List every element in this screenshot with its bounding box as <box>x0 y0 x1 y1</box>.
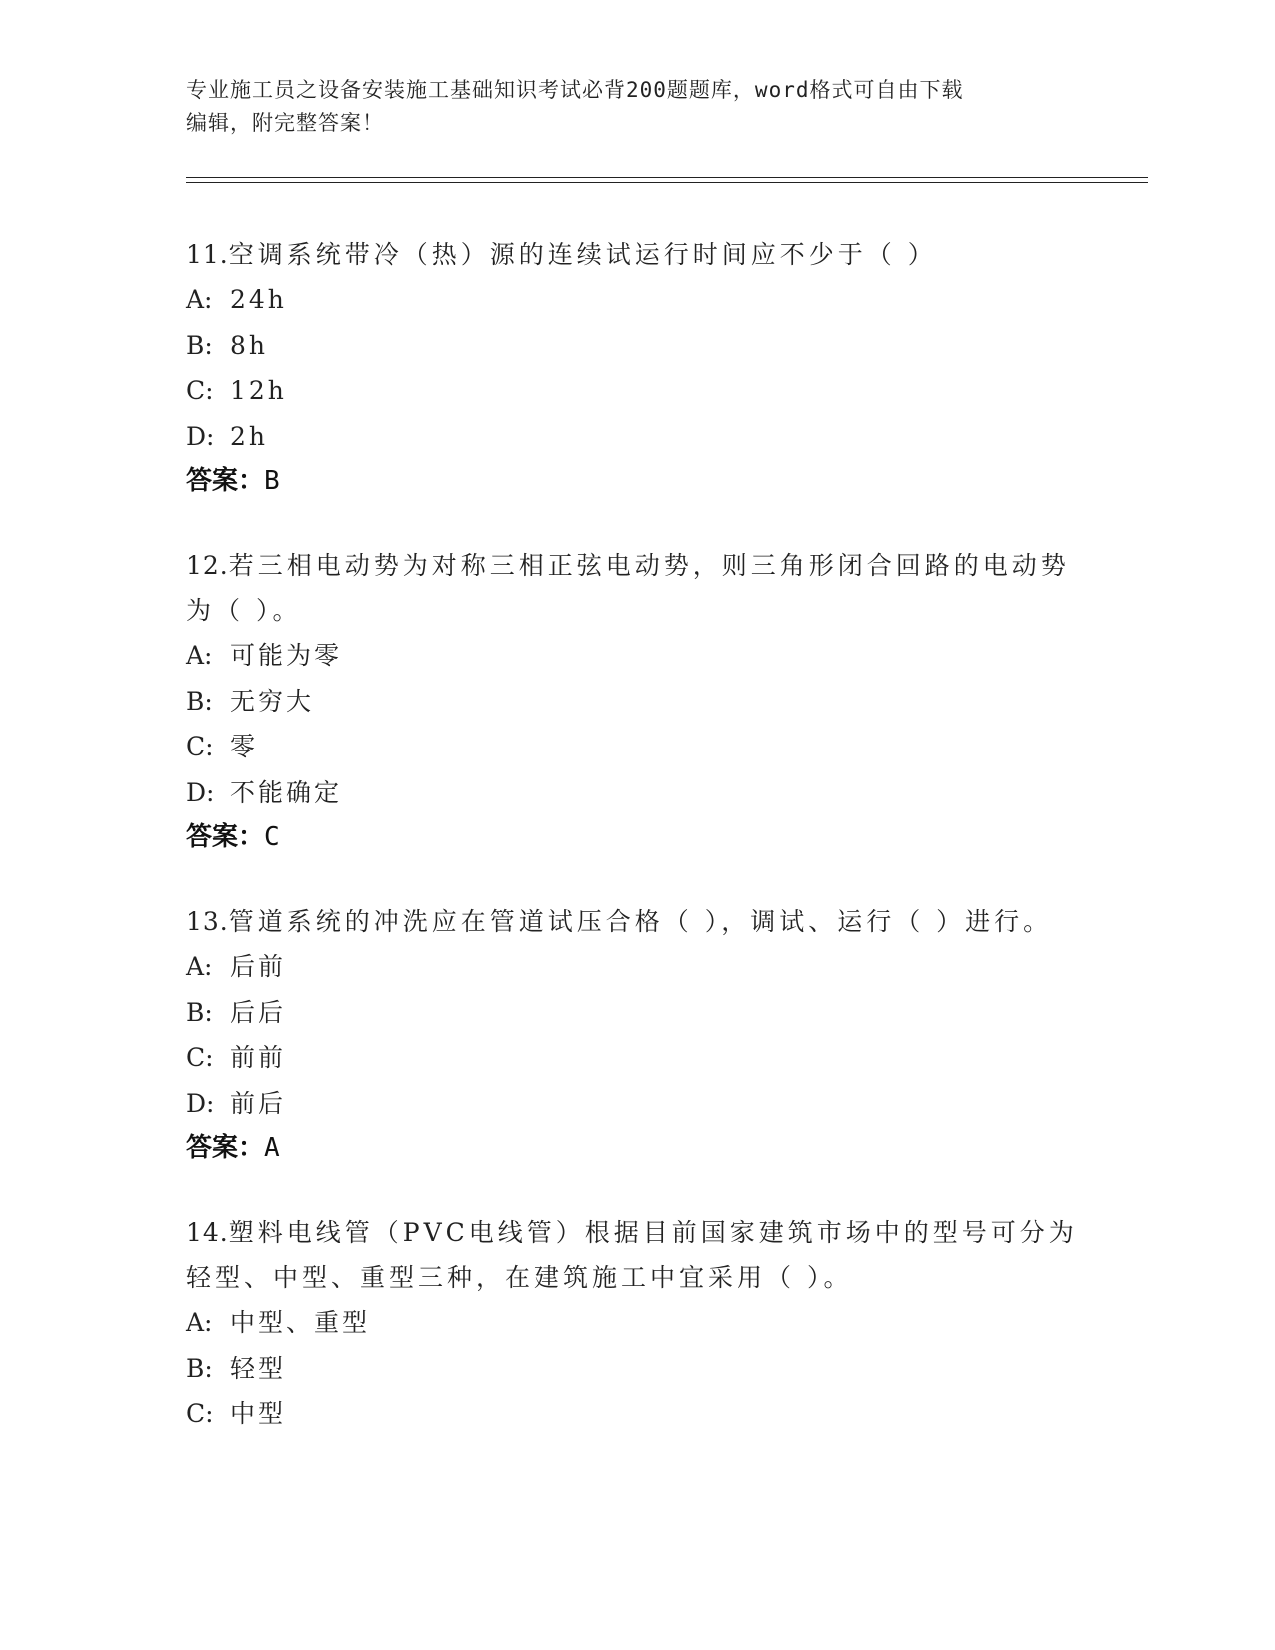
option-c <box>186 724 1086 770</box>
option-text: 24h <box>230 285 287 314</box>
option-key: A: <box>186 952 213 981</box>
question-number: 13. <box>186 907 229 936</box>
option-a <box>186 944 1086 990</box>
header-divider-top <box>186 177 1148 178</box>
option-d <box>186 1081 1086 1127</box>
option-text: 中型 <box>230 1399 287 1428</box>
option-b <box>186 990 1086 1036</box>
question-number: 11. <box>186 240 229 269</box>
option-key: B: <box>186 330 213 360</box>
option-text: 后后 <box>230 997 287 1027</box>
question-stem-line: 空调系统带冷（热）源的连续试运行时间应不少于（ ） <box>228 240 937 269</box>
option-text: 12h <box>230 376 287 405</box>
option-text: 前后 <box>230 1088 287 1118</box>
option-key: B: <box>186 686 213 716</box>
option-text: 可能为零 <box>230 641 343 670</box>
question-stem-line: 塑料电线管（PVC电线管）根据目前国家建筑市场中的型号可分为 <box>228 1218 1078 1247</box>
option-key: C: <box>186 376 214 405</box>
option-key: B: <box>186 1353 213 1383</box>
question-12 <box>186 543 1086 859</box>
header-line-1: 专业施工员之设备安装施工基础知识考试必背200题题库，word格式可自由下载 <box>186 78 964 102</box>
option-key: D: <box>186 777 215 807</box>
option-text: 无穷大 <box>230 686 315 716</box>
question-stem-continued: 为（ ）。 <box>186 596 302 625</box>
option-text: 2h <box>230 421 269 451</box>
option-text: 后前 <box>230 952 287 981</box>
option-b <box>186 323 1086 369</box>
option-key: D: <box>186 1088 215 1118</box>
question-number: 12. <box>186 551 229 580</box>
option-c <box>186 1391 1086 1437</box>
option-key: A: <box>186 285 213 314</box>
question-number: 14. <box>186 1218 229 1247</box>
option-key: B: <box>186 997 213 1027</box>
option-key: C: <box>186 732 214 761</box>
option-a <box>186 633 1086 679</box>
option-text: 零 <box>230 732 259 761</box>
question-stem-line: 若三相电动势为对称三相正弦电动势，则三角形闭合回路的电动势 <box>228 551 1070 580</box>
option-key: C: <box>186 1043 214 1072</box>
option-c <box>186 368 1086 414</box>
option-a <box>186 1300 1086 1346</box>
answer-line <box>186 1126 1086 1170</box>
question-13 <box>186 899 1086 1170</box>
option-b <box>186 1346 1086 1392</box>
question-stem-continued: 轻型、中型、重型三种，在建筑施工中宜采用（ ）。 <box>186 1263 853 1292</box>
question-stem <box>186 899 1086 944</box>
question-stem <box>186 232 1086 277</box>
option-d <box>186 414 1086 460</box>
option-text: 前前 <box>230 1043 287 1072</box>
answer-value: C <box>264 822 280 852</box>
question-list <box>186 232 1086 1477</box>
header-divider-bottom <box>186 182 1148 183</box>
question-11 <box>186 232 1086 503</box>
question-stem <box>186 1210 1086 1255</box>
question-stem <box>186 543 1086 588</box>
option-a <box>186 277 1086 323</box>
option-text: 轻型 <box>230 1353 287 1383</box>
option-key: A: <box>186 1308 213 1337</box>
option-text: 8h <box>230 330 269 360</box>
option-d <box>186 770 1086 816</box>
question-stem-line: 管道系统的冲洗应在管道试压合格（ ），调试、运行（ ）进行。 <box>228 907 1053 936</box>
option-text: 中型、重型 <box>230 1308 371 1337</box>
answer-value: A <box>264 1133 280 1163</box>
answer-value: B <box>264 466 280 496</box>
option-c <box>186 1035 1086 1081</box>
option-key: A: <box>186 641 213 670</box>
answer-label: 答案： <box>186 1133 265 1163</box>
answer-line <box>186 815 1086 859</box>
header-line-2: 编辑，附完整答案！ <box>186 111 384 135</box>
answer-label: 答案： <box>186 822 265 852</box>
option-text: 不能确定 <box>230 777 343 807</box>
question-14 <box>186 1210 1086 1437</box>
option-key: D: <box>186 421 215 451</box>
document-header <box>186 74 1066 140</box>
option-key: C: <box>186 1399 214 1428</box>
option-b <box>186 679 1086 725</box>
answer-label: 答案： <box>186 466 265 496</box>
answer-line <box>186 459 1086 503</box>
